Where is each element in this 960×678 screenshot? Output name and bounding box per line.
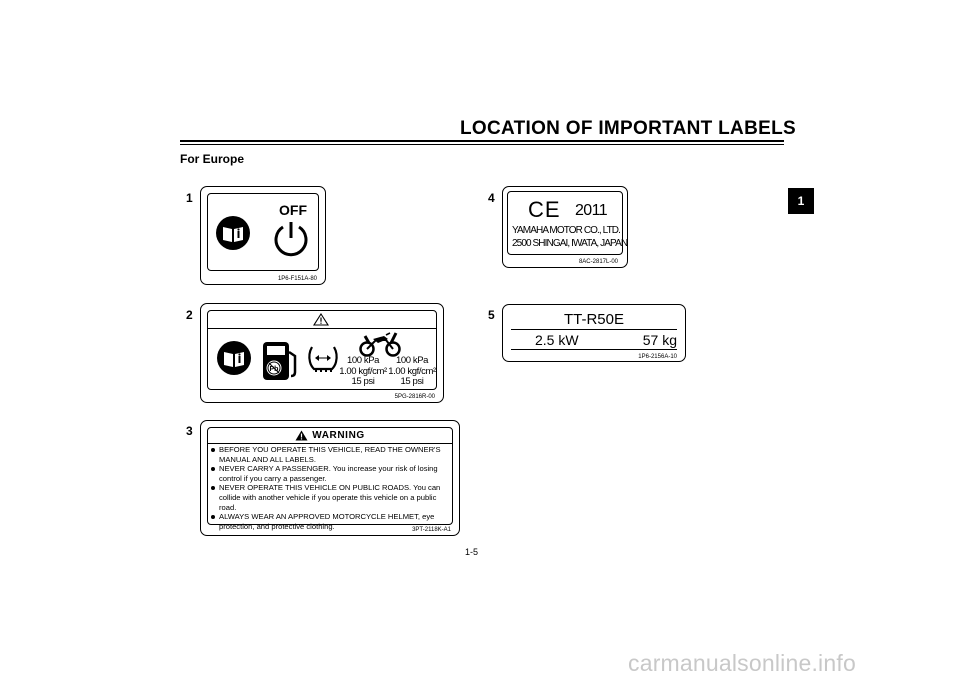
warning-heading: WARNING (312, 430, 365, 441)
chapter-tab[interactable]: 1 (788, 188, 814, 214)
label-number-5: 5 (488, 308, 495, 322)
page-number: 1-5 (465, 547, 479, 557)
page-title: LOCATION OF IMPORTANT LABELS (460, 118, 796, 139)
front-pressure-kgf: 1.00 kgf/cm² (339, 365, 387, 377)
warning-triangle-icon (313, 313, 329, 326)
rear-pressure-kgf: 1.00 kgf/cm² (388, 365, 436, 377)
rear-tire-pressure (388, 356, 436, 388)
tire-pressure-icon (306, 344, 340, 372)
label-number-1: 1 (186, 191, 193, 205)
label-number-4: 4 (488, 191, 495, 205)
rear-pressure-kpa: 100 kPa (395, 355, 429, 366)
label-4-code: 8AC-2817L-00 (578, 259, 618, 265)
svg-text:Pb: Pb (269, 366, 279, 373)
off-text: OFF (279, 202, 307, 218)
warning-list (211, 445, 450, 531)
power-off-icon (271, 218, 311, 258)
engine-power: 2.5 kW (535, 332, 579, 348)
front-pressure-kpa: 100 kPa (346, 355, 380, 366)
front-tire-pressure (339, 356, 387, 388)
label-5-code: 1P6-2156A-10 (638, 354, 677, 360)
watermark: carmanualsonline.info (628, 650, 856, 676)
label-3 (200, 420, 460, 536)
label-5-divider (511, 329, 677, 330)
motorcycle-icon (358, 331, 402, 357)
ce-mark: CE (528, 197, 561, 222)
manufacture-year: 2011 (575, 202, 608, 219)
warning-item: ALWAYS WEAR AN APPROVED MOTORCYCLE HELMET, eye protection, and protective clothing. (211, 512, 450, 531)
manufacturer-name: YAMAHA MOTOR CO., LTD. (512, 225, 620, 236)
label-5-divider-bottom (511, 349, 677, 350)
label-4-panel (507, 191, 628, 255)
label-1-panel (207, 193, 319, 271)
label-2-alert-strip (208, 311, 436, 329)
label-1-code: 1P6-F151A-80 (277, 276, 317, 282)
label-3-code: 3PT-2118K-A1 (412, 527, 451, 533)
label-number-2: 2 (186, 308, 193, 322)
label-1 (200, 186, 326, 285)
section-heading: For Europe (180, 152, 245, 166)
front-pressure-psi: 15 psi (351, 376, 375, 387)
label-5 (502, 304, 686, 362)
owners-manual-icon (217, 341, 251, 375)
owners-manual-icon (216, 216, 250, 250)
label-4 (502, 186, 628, 268)
label-2-code: 5PG-2816R-00 (394, 394, 435, 400)
title-rule (180, 140, 784, 142)
warning-item: NEVER CARRY A PASSENGER. You increase your risk of losing control if you carry a passenger. (211, 464, 450, 483)
warning-item: BEFORE YOU OPERATE THIS VEHICLE, READ THE OWNER'S MANUAL AND ALL LABELS. (211, 445, 450, 464)
fuel-pump-icon (261, 340, 301, 382)
title-rule-thin (180, 144, 784, 145)
warning-item: NEVER OPERATE THIS VEHICLE ON PUBLIC ROADS. You can collide with another vehicle if you operate this vehicle on a public road. (211, 483, 450, 512)
label-2-panel (207, 310, 437, 390)
warning-triangle-icon (295, 430, 308, 441)
label-2 (200, 303, 444, 403)
warning-header (208, 428, 452, 444)
rear-pressure-psi: 15 psi (400, 376, 424, 387)
vehicle-weight: 57 kg (642, 332, 677, 348)
model-name: TT-R50E (563, 311, 624, 328)
manufacturer-address: 2500 SHINGAI, IWATA, JAPAN (512, 238, 628, 249)
label-number-3: 3 (186, 424, 193, 438)
